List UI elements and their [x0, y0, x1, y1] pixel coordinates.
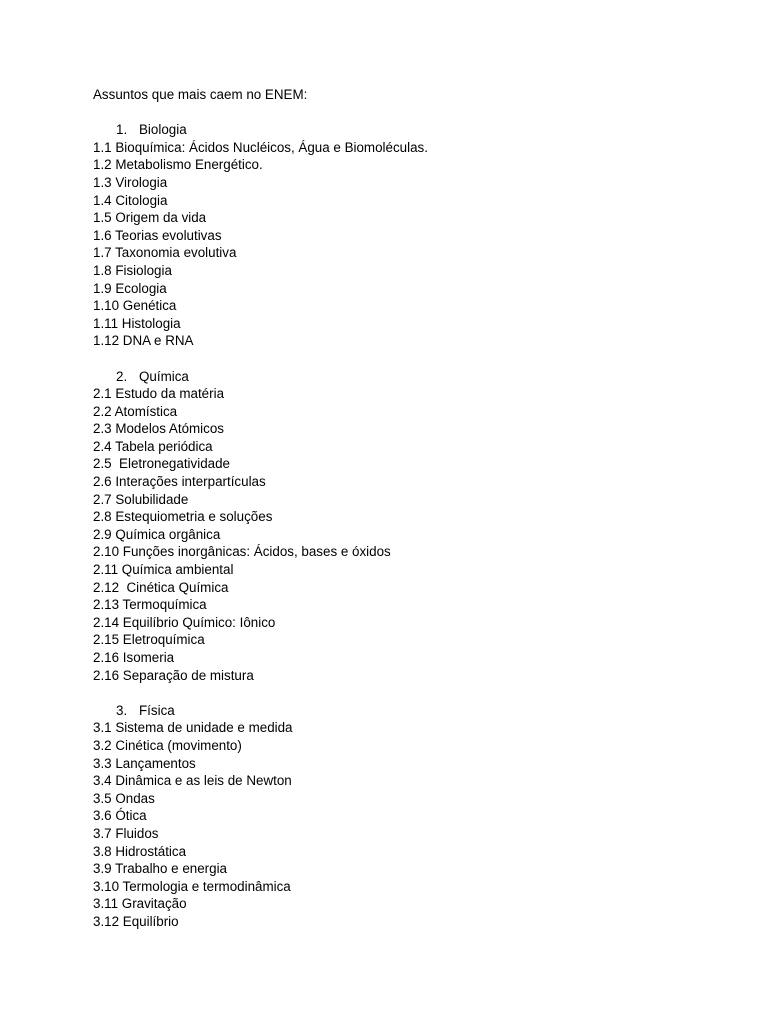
- topic-item: 2.3 Modelos Atómicos: [93, 421, 224, 437]
- topic-item: 2.9 Química orgânica: [93, 526, 221, 542]
- topic-item: 1.11 Histologia: [93, 315, 181, 331]
- topic-item: 1.6 Teorias evolutivas: [93, 227, 222, 243]
- topic-item: 3.7 Fluidos: [93, 825, 159, 841]
- topic-item: 2.11 Química ambiental: [93, 562, 234, 578]
- topic-item: 2.16 Isomeria: [93, 650, 175, 665]
- topic-item: 1.7 Taxonomia evolutiva: [93, 245, 237, 261]
- topic-item: 3.9 Trabalho e energia: [93, 861, 228, 877]
- topic-item: 1.9 Ecologia: [93, 280, 167, 296]
- sections-container: [93, 104, 733, 931]
- topic-item: 2.7 Solubilidade: [93, 491, 189, 507]
- topic-item: 1.4 Citologia: [93, 192, 168, 208]
- section-number: 2.: [116, 368, 128, 384]
- topic-list: [93, 385, 733, 684]
- section-heading: [93, 368, 733, 386]
- section-spacer: [93, 350, 733, 368]
- section-title: Biologia: [139, 122, 187, 138]
- section: [93, 702, 733, 931]
- topic-item: 3.6 Ótica: [93, 808, 147, 824]
- topic-item: 2.16 Separação de mistura: [93, 667, 254, 683]
- topic-item: 2.5 Eletronegatividade: [93, 456, 230, 472]
- document-title: Assuntos que mais caem no ENEM:: [93, 87, 308, 102]
- topic-list: [93, 139, 733, 350]
- topic-item: 2.12 Cinética Química: [93, 579, 229, 595]
- topic-item: 3.8 Hidrostática: [93, 843, 187, 859]
- topic-item: 2.6 Interações interpartículas: [93, 474, 266, 490]
- topic-item: 3.10 Termologia e termodinâmica: [93, 878, 291, 894]
- section-number: 1.: [116, 122, 128, 138]
- topic-item: 3.4 Dinâmica e as leis de Newton: [93, 773, 292, 789]
- topic-item: 3.1 Sistema de unidade e medida: [93, 720, 293, 736]
- section-spacer: [93, 104, 733, 122]
- section-title: Física: [139, 702, 175, 718]
- topic-item: 1.1 Bioquímica: Ácidos Nucléicos, Água e Biomoléculas.: [93, 139, 428, 155]
- topic-item: 2.8 Estequiometria e soluções: [93, 509, 273, 525]
- topic-item: 2.15 Eletroquímica: [93, 632, 205, 648]
- topic-item: 3.2 Cinética (movimento): [93, 737, 242, 753]
- section: [93, 368, 733, 685]
- topic-item: 1.2 Metabolismo Energético.: [93, 157, 263, 173]
- topic-item: 2.4 Tabela periódica: [93, 438, 213, 454]
- topic-item: 1.3 Virologia: [93, 174, 168, 190]
- section-number: 3.: [116, 702, 128, 718]
- topic-item: 3.12 Equilíbrio: [93, 913, 179, 929]
- topic-item: 2.2 Atomística: [93, 403, 178, 419]
- topic-item: 1.8 Fisiologia: [93, 262, 172, 278]
- topic-item: 3.3 Lançamentos: [93, 755, 196, 771]
- topic-item: 3.11 Gravitação: [93, 896, 187, 912]
- section-heading: [93, 702, 733, 720]
- topic-item: 3.5 Ondas: [93, 790, 155, 806]
- topic-item: 2.14 Equilíbrio Químico: Iônico: [93, 614, 276, 630]
- section: [93, 121, 733, 350]
- topic-item: 1.12 DNA e RNA: [93, 333, 194, 349]
- section-spacer: [93, 684, 733, 702]
- topic-item: 2.1 Estudo da matéria: [93, 386, 225, 402]
- section-title: Química: [139, 368, 189, 384]
- topic-list: [93, 719, 733, 930]
- topic-item: 1.10 Genética: [93, 298, 177, 314]
- topic-item: 1.5 Origem da vida: [93, 210, 207, 226]
- topic-item: 2.10 Funções inorgânicas: Ácidos, bases e óxidos: [93, 544, 391, 560]
- topic-item: 2.13 Termoquímica: [93, 597, 207, 613]
- document-page: [93, 86, 733, 931]
- section-heading: [93, 121, 733, 139]
